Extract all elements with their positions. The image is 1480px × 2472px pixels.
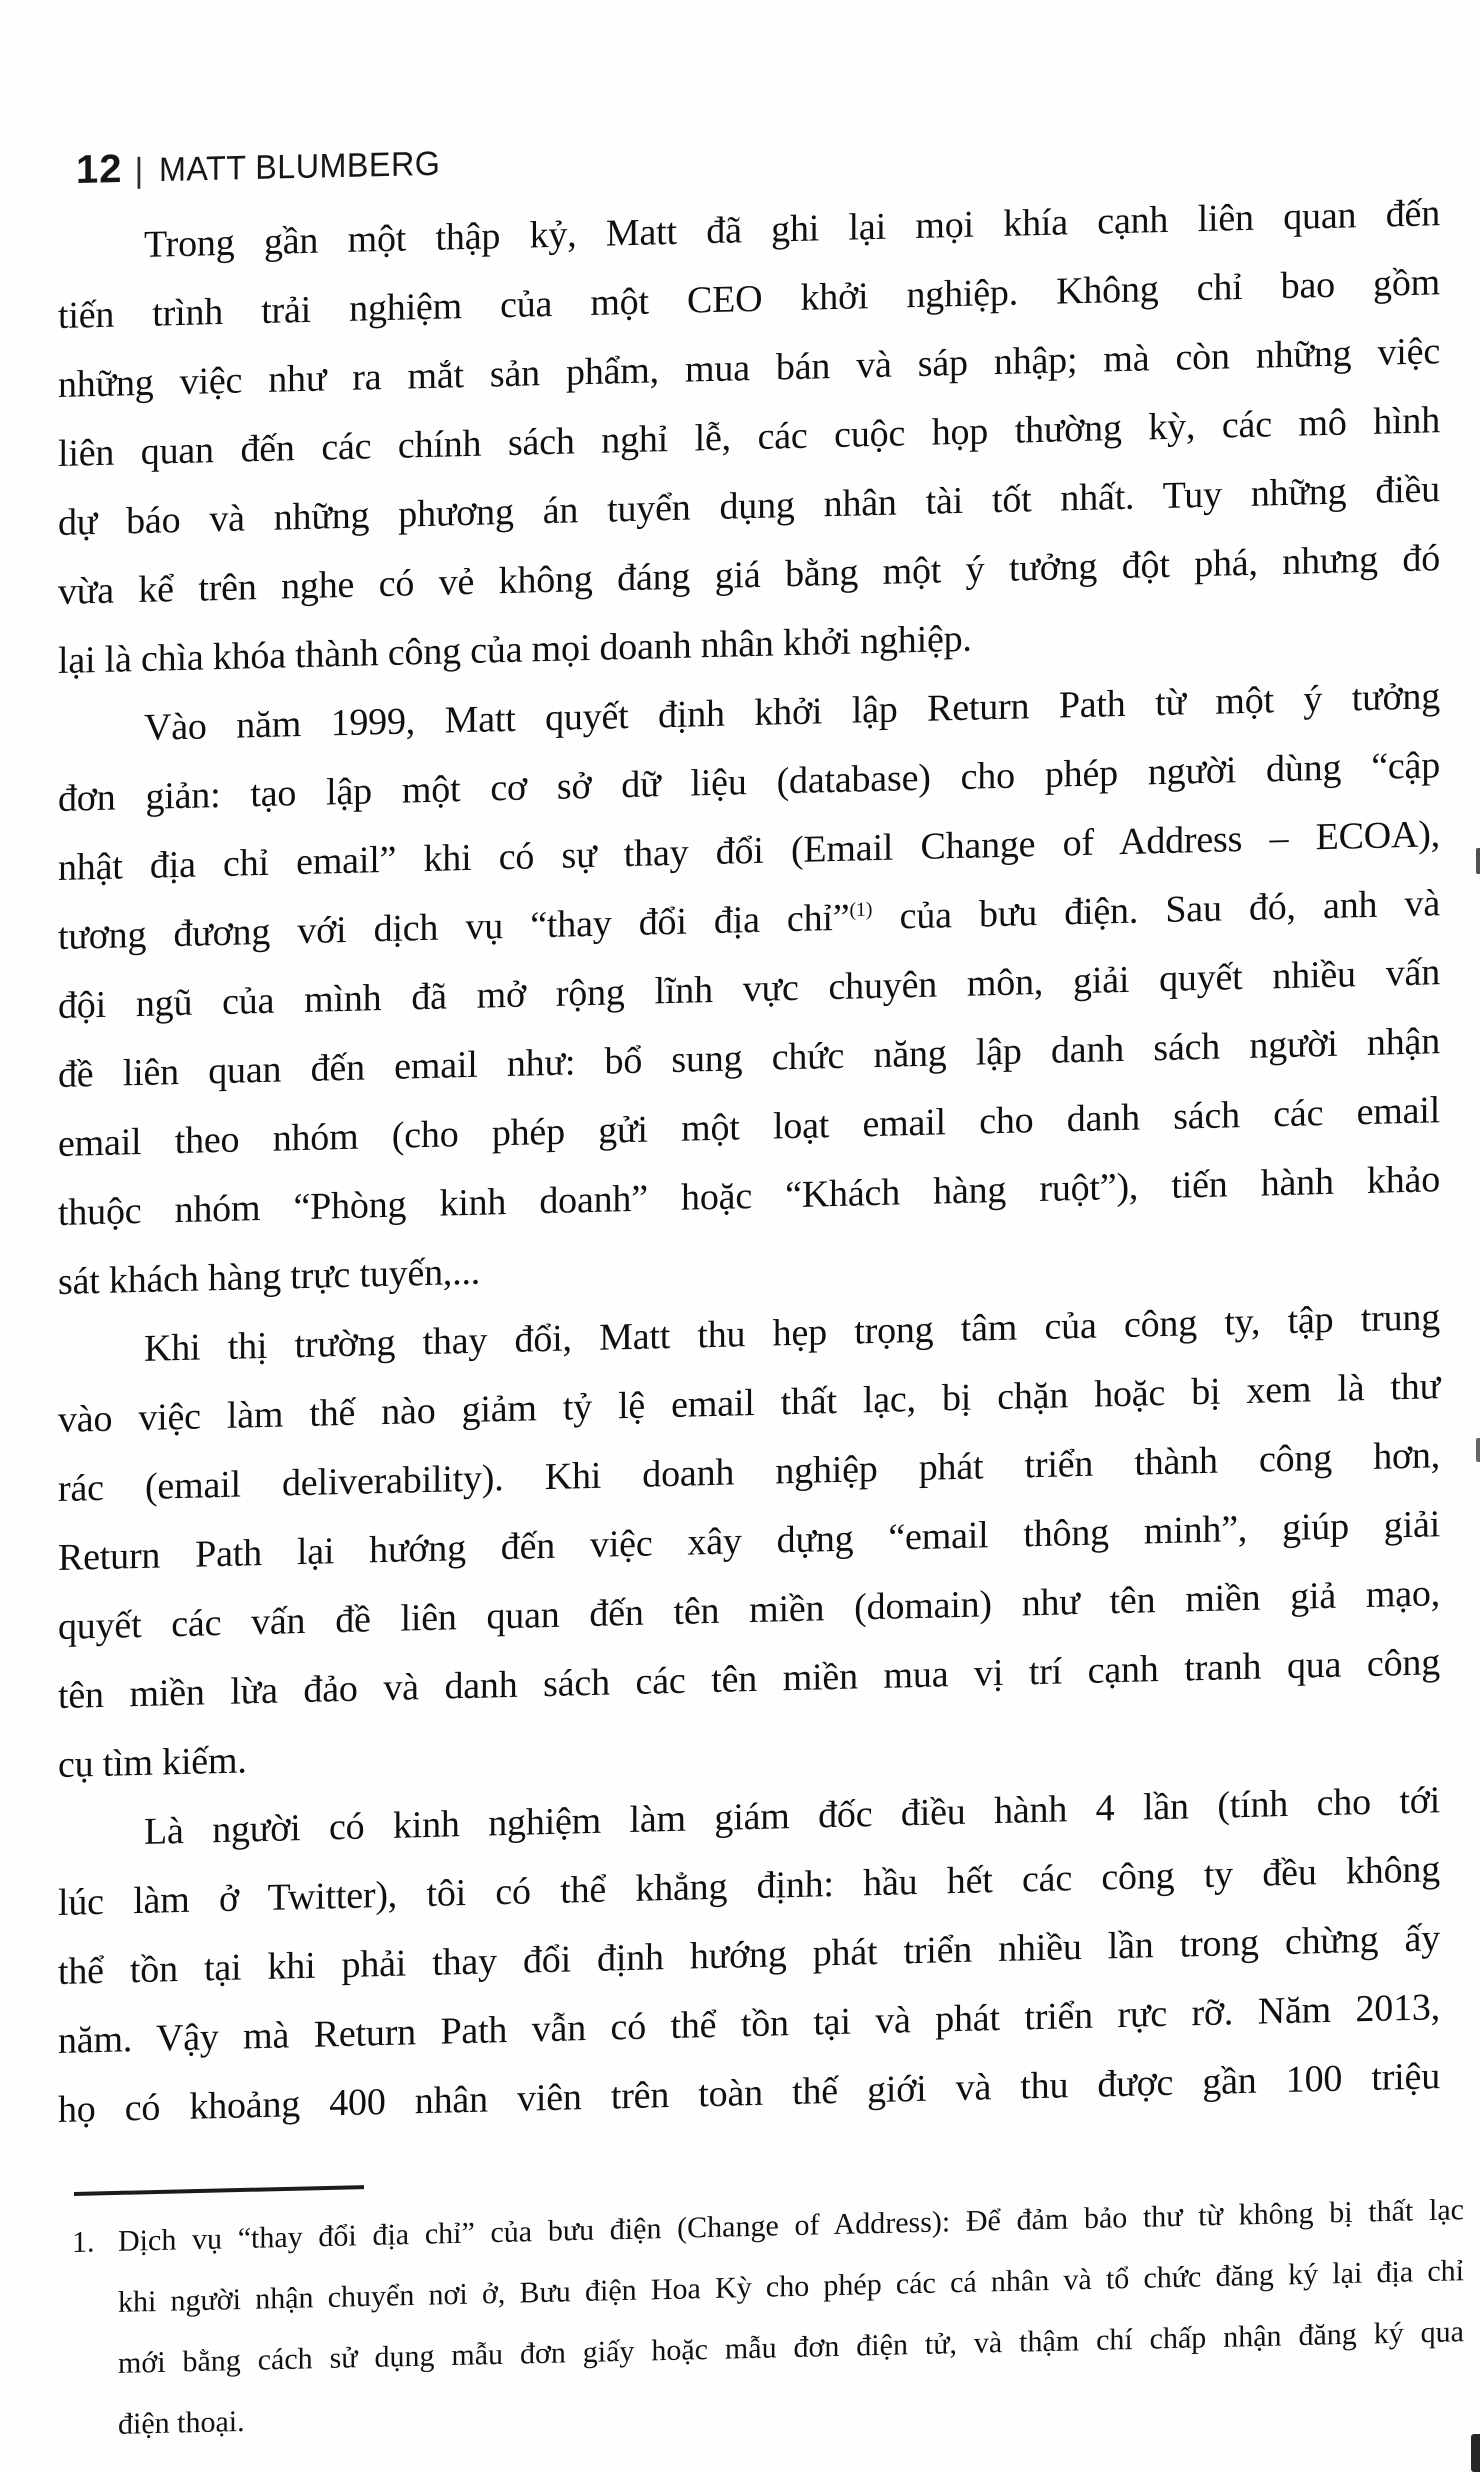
- text-line: lúc làm ở Twitter), tôi có thể khẳng định: hầu hết các công ty đều không: [58, 1848, 1440, 1924]
- text-line: cụ tìm kiếm.: [58, 1739, 247, 1786]
- text-line: liên quan đến các chính sách nghỉ lễ, các cuộc họp thường kỳ, các mô hình: [58, 399, 1440, 475]
- text-line: Là người có kinh nghiệm làm giám đốc điều hành 4 lần (tính cho tới: [144, 1779, 1440, 1853]
- footnote-line: điện thoại.: [118, 2404, 245, 2441]
- body-text: [58, 179, 1440, 2145]
- footnote-rule: [74, 2185, 364, 2196]
- text-line: Return Path lại hướng đến việc xây dựng “email thông minh”, giúp giải: [58, 1503, 1440, 1579]
- text-line: lại là chìa khóa thành công của mọi doanh nhân khởi nghiệp.: [58, 617, 972, 682]
- text-line: năm. Vậy mà Return Path vẫn có thể tồn tại và phát triển rực rỡ. Năm 2013,: [58, 1986, 1440, 2062]
- text-line: email theo nhóm (cho phép gửi một loạt email cho danh sách các email: [58, 1089, 1440, 1165]
- text-line: vào việc làm thế nào giảm tỷ lệ email thất lạc, bị chặn hoặc bị xem là thư: [58, 1365, 1440, 1441]
- text-line: họ có khoảng 400 nhân viên trên toàn thế giới và thu được gần 100 triệu: [58, 2055, 1440, 2131]
- text-line: Khi thị trường thay đổi, Matt thu hẹp trọng tâm của công ty, tập trung: [144, 1296, 1440, 1370]
- text-line: tên miền lừa đảo và danh sách các tên miền mua vị trí cạnh tranh qua công: [58, 1641, 1440, 1717]
- text-line: thuộc nhóm “Phòng kinh doanh” hoặc “Khách hàng ruột”), tiến hành khảo: [58, 1158, 1440, 1234]
- page-header: [76, 139, 456, 193]
- scan-artifact: [1476, 848, 1480, 874]
- footnote-section: [72, 2159, 1464, 2456]
- page-number: 12: [76, 146, 123, 192]
- text-line: dự báo và những phương án tuyển dụng nhân tài tốt nhất. Tuy những điều: [58, 468, 1440, 544]
- text-line: quyết các vấn đề liên quan đến tên miền (domain) như tên miền giả mạo,: [58, 1572, 1440, 1648]
- text-line: thể tồn tại khi phải thay đổi định hướng phát triển nhiều lần trong chừng ấy: [58, 1917, 1440, 1993]
- footnote-line: 1. Dịch vụ “thay đổi địa chỉ” của bưu điện (Change of Address): Để đảm bảo thư từ không bị thất lạc: [118, 2179, 1464, 2272]
- running-title: MATT BLUMBERG: [159, 144, 441, 190]
- text-line: sát khách hàng trực tuyến,...: [58, 1250, 481, 1303]
- text-line: nhật địa chỉ email” khi có sự thay đổi (Email Change of Address – ECOA),: [58, 813, 1440, 889]
- text-line: tiến trình trải nghiệm của một CEO khởi nghiệp. Không chỉ bao gồm: [58, 261, 1440, 337]
- footnote-line: khi người nhận chuyển nơi ở, Bưu điện Hoa Kỳ cho phép các cá nhân và tổ chức đăng ký lại địa chỉ: [118, 2254, 1464, 2319]
- scan-artifact: [1476, 1438, 1480, 1462]
- text-line: tương đương với dịch vụ “thay đổi địa chỉ”$^{(1)}$ của bưu điện. Sau đó, anh và: [58, 882, 1440, 958]
- header-separator: |: [134, 151, 144, 190]
- footnote-number: 1.: [72, 2225, 95, 2259]
- text-line: đơn giản: tạo lập một cơ sở dữ liệu (database) cho phép người dùng “cập: [58, 744, 1440, 820]
- footnote-lines: [72, 2179, 1464, 2456]
- footnote-line: mới bằng cách sử dụng mẫu đơn giấy hoặc mẫu đơn điện tử, và thậm chí chấp nhận đăng ký qua: [118, 2315, 1464, 2380]
- scan-artifact: [1471, 2434, 1480, 2472]
- text-line: Trong gần một thập kỷ, Matt đã ghi lại mọi khía cạnh liên quan đến: [144, 192, 1440, 266]
- text-line: Vào năm 1999, Matt quyết định khởi lập Return Path từ một ý tưởng: [144, 675, 1440, 749]
- footnote-ref: (1): [849, 898, 873, 922]
- text-line: vừa kể trên nghe có vẻ không đáng giá bằng một ý tưởng đột phá, nhưng đó: [58, 537, 1440, 613]
- text-line: rác (email deliverability). Khi doanh nghiệp phát triển thành công hơn,: [58, 1434, 1440, 1510]
- text-line: đề liên quan đến email như: bổ sung chức năng lập danh sách người nhận: [58, 1020, 1440, 1096]
- text-line: những việc như ra mắt sản phẩm, mua bán và sáp nhập; mà còn những việc: [58, 330, 1440, 406]
- text-line: đội ngũ của mình đã mở rộng lĩnh vực chuyên môn, giải quyết nhiều vấn: [58, 951, 1440, 1027]
